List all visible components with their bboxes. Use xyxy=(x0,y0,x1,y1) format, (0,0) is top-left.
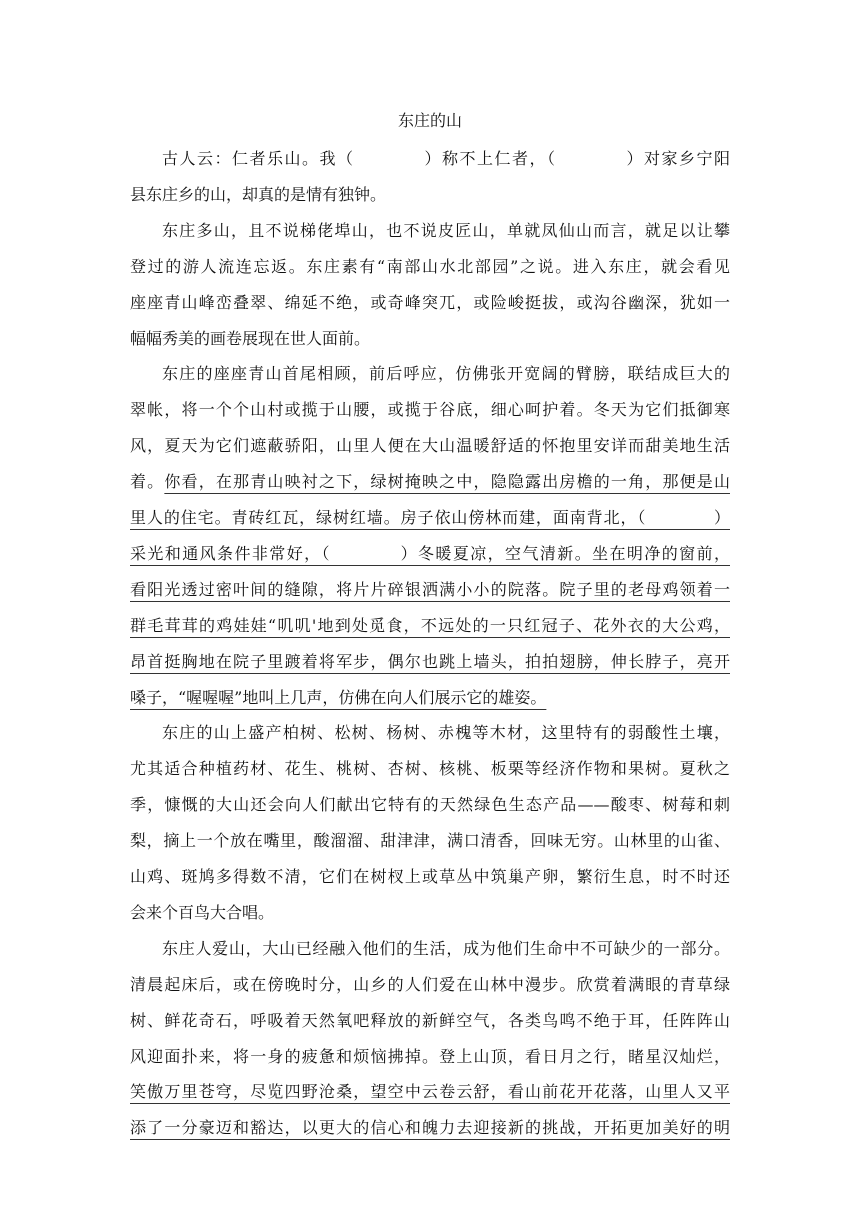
text-line xyxy=(130,286,730,320)
text-line xyxy=(130,824,730,858)
line-text: 笑傲万里苍穹，尽览四野沧桑，望空中云卷云舒，看山前花开花落，山里人又平 xyxy=(130,1082,730,1101)
text-line xyxy=(130,860,730,894)
text-line xyxy=(130,788,730,822)
line-text: 清晨起床后，或在傍晚时分，山乡的人们爱在山林中漫步。欣赏着满眼的青草绿 xyxy=(130,975,730,994)
line-text: 县东庄乡的山，却真的是情有独钟。 xyxy=(130,185,387,204)
text-line xyxy=(130,429,730,463)
line-text: 座座青山峰峦叠翠、绵延不绝，或奇峰突兀，或险峻挺拔，或沟谷幽深，犹如一 xyxy=(130,293,730,312)
line-text: 东庄的山上盛产柏树、松树、杨树、赤槐等木材，这里特有的弱酸性土壤， xyxy=(162,723,730,742)
line-text: 添了一分豪迈和豁达，以更大的信心和魄力去迎接新的挑战，开拓更加美好的明 xyxy=(130,1118,730,1137)
line-text: 采光和通风条件非常好，（ ）冬暖夏凉，空气清新。坐在明净的窗前， xyxy=(130,544,730,563)
line-text: 山鸡、斑鸠多得数不清，它们在树杈上或草丛中筑巢产卵，繁衍生息，时不时还 xyxy=(130,867,730,886)
line-text: 幅幅秀美的画卷展现在世人面前。 xyxy=(130,329,371,348)
text-line xyxy=(130,250,730,284)
line-text: 树、鲜花奇石，呼吸着天然氧吧释放的新鲜空气，各类鸟鸣不绝于耳，任阵阵山 xyxy=(130,1011,730,1030)
line-text: 东庄的座座青山首尾相顾，前后呼应，仿佛张开宽阔的臂膀，联结成巨大的 xyxy=(162,364,730,383)
text-line xyxy=(130,501,730,535)
line-text: 风迎面扑来，将一身的疲惫和烦恼拂掉。登上山顶，看日月之行，睹星汉灿烂， xyxy=(130,1047,730,1066)
line-text: 东庄多山，且不说梯佬埠山，也不说皮匠山，单就凤仙山而言，就足以让攀 xyxy=(162,221,730,240)
line-text: 着。 xyxy=(130,472,165,491)
text-line xyxy=(130,681,730,715)
line-text: 东庄人爱山，大山已经融入他们的生活，成为他们生命中不可缺少的一部分。 xyxy=(162,939,730,958)
text-line xyxy=(130,178,730,212)
line-text: 梨，摘上一个放在嘴里，酸溜溜、甜津津，满口清香，回味无穷。山林里的山雀、 xyxy=(130,831,730,850)
text-line xyxy=(162,357,730,391)
text-line xyxy=(130,465,730,499)
text-line xyxy=(130,752,730,786)
line-text: 季，慷慨的大山还会向人们献出它特有的天然绿色生态产品——酸枣、树莓和刺 xyxy=(130,795,730,814)
text-line xyxy=(130,322,730,356)
text-line xyxy=(162,716,730,750)
text-line xyxy=(130,393,730,427)
text-line xyxy=(130,968,730,1002)
text-line xyxy=(130,1075,730,1109)
line-text: 群毛茸茸的鸡娃娃“叽叽'地到处觅食，不远处的一只红冠子、花外衣的大公鸡， xyxy=(130,616,730,635)
line-text: 登过的游人流连忘返。东庄素有“南部山水北部园”之说。进入东庄，就会看见 xyxy=(130,257,730,276)
text-line xyxy=(162,142,730,176)
text-line xyxy=(130,645,730,679)
text-line xyxy=(130,1040,730,1074)
text-line xyxy=(162,214,730,248)
line-text: 会来个百鸟大合唱。 xyxy=(130,903,275,922)
text-line xyxy=(130,1111,730,1145)
text-line xyxy=(130,609,730,643)
line-text: 古人云：仁者乐山。我（ ）称不上仁者，（ ）对家乡宁阳 xyxy=(162,149,730,168)
line-text: 看阳光透过密叶间的缝隙，将片片碎银洒满小小的院落。院子里的老母鸡领着一 xyxy=(130,580,730,599)
line-text: 尤其适合种植药材、花生、桃树、杏树、核桃、板栗等经济作物和果树。夏秋之 xyxy=(130,759,730,778)
text-line xyxy=(130,573,730,607)
text-line xyxy=(130,896,730,930)
document-title: 东庄的山 xyxy=(397,111,462,130)
line-text: 翠帐，将一个个山村或揽于山腰，或揽于谷底，细心呵护着。冬天为它们抵御寒 xyxy=(130,400,730,419)
line-text: 昂首挺胸地在院子里踱着将军步，偶尔也跳上墙头，拍拍翅膀，伸长脖子，亮开 xyxy=(130,652,730,671)
text-line xyxy=(162,932,730,966)
line-text: 嗓子，“喔喔喔”地叫上几声，仿佛在向人们展示它的雄姿。 xyxy=(130,688,547,707)
text-line xyxy=(130,537,730,571)
line-text: 风，夏天为它们遮蔽骄阳，山里人便在大山温暖舒适的怀抱里安详而甜美地生活 xyxy=(130,436,730,455)
line-text: 里人的住宅。青砖红瓦，绿树红墙。房子依山傍林而建，面南背北，（ ） xyxy=(130,508,730,527)
text-line xyxy=(130,1004,730,1038)
underlined-line-text: 你看，在那青山映衬之下，绿树掩映之中，隐隐露出房檐的一角，那便是山 xyxy=(164,472,730,491)
